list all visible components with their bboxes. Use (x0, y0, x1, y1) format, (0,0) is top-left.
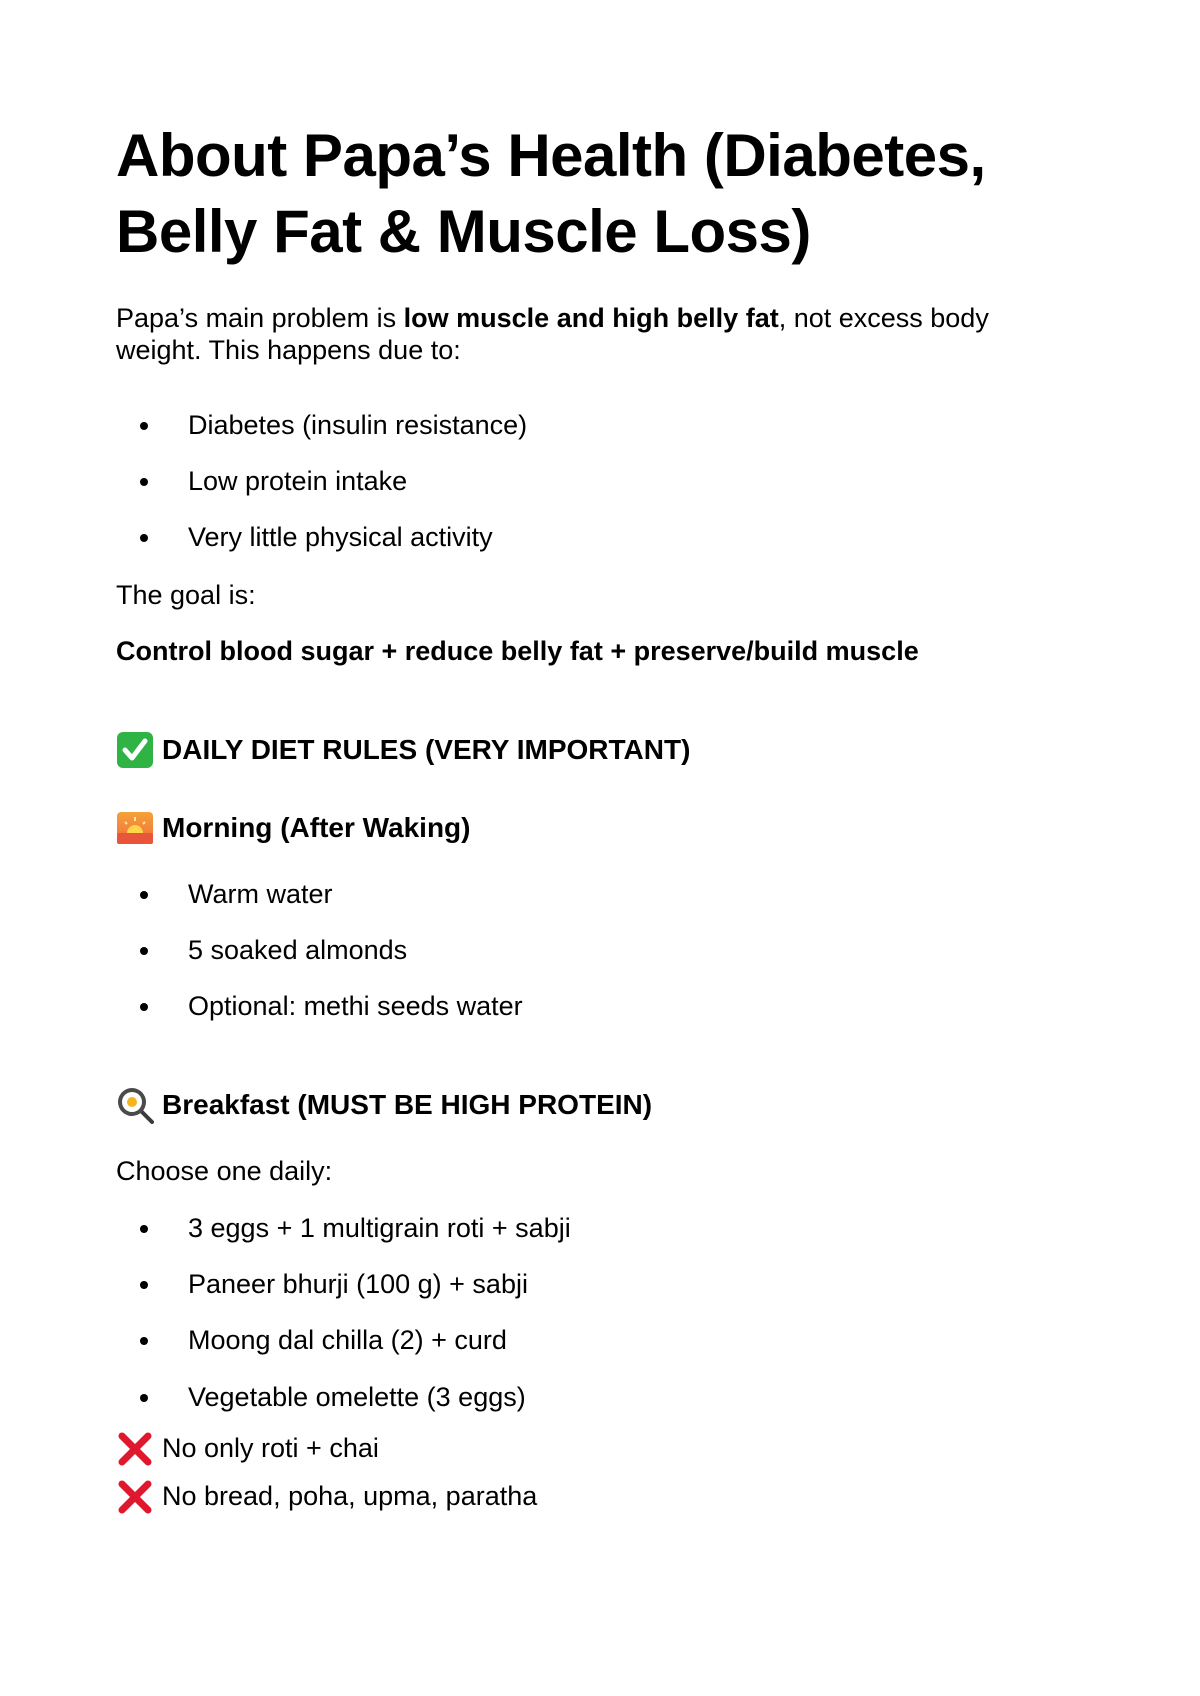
cross-mark-icon (116, 1478, 154, 1516)
diet-rules-title: DAILY DIET RULES (VERY IMPORTANT) (162, 734, 691, 765)
intro-text-end: , not excess body weight. This happens due to: (116, 303, 989, 365)
bullet-icon (140, 891, 148, 899)
bullet-icon (140, 1394, 148, 1402)
cross-mark-icon (116, 1430, 154, 1468)
intro-emphasis: low muscle and high belly fat (403, 303, 779, 333)
bullet-icon (140, 1003, 148, 1011)
breakfast-title: Breakfast (MUST BE HIGH PROTEIN) (162, 1089, 653, 1120)
intro-text-start: Papa’s main problem is (116, 303, 404, 333)
check-mark-icon (116, 731, 154, 769)
frying-pan-icon (116, 1086, 154, 1124)
goal-label: The goal is: (116, 580, 256, 610)
bullet-icon (140, 534, 148, 542)
intro-paragraph (116, 302, 1076, 366)
bullet-icon (140, 422, 148, 430)
morning-title: Morning (After Waking) (162, 812, 471, 843)
bullet-icon (140, 478, 148, 486)
bullet-icon (140, 1337, 148, 1345)
breakfast-lead: Choose one daily: (116, 1156, 333, 1186)
goal-statement: Control blood sugar + reduce belly fat + preserve/build muscle (116, 636, 919, 666)
bullet-icon (140, 1225, 148, 1233)
bullet-icon (140, 1281, 148, 1289)
bullet-icon (140, 947, 148, 955)
sunrise-icon (116, 809, 154, 847)
page-title: About Papa’s Health (Diabetes, Belly Fat & Muscle Loss) (116, 122, 986, 265)
